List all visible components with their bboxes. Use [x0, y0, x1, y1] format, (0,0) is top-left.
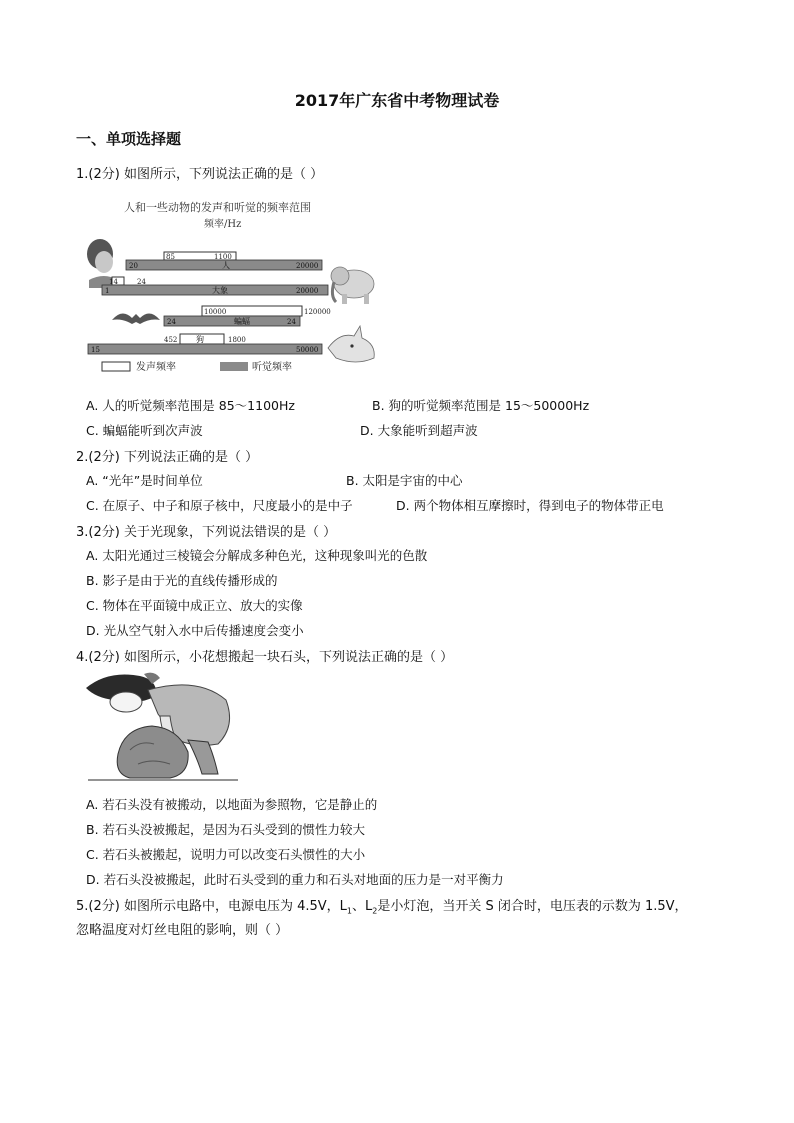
elephant-voice-max: 24: [137, 278, 146, 286]
q3-stem: 3.(2分) 关于光现象，下列说法错误的是（ ）: [76, 525, 337, 540]
q2-stem: 2.(2分) 下列说法正确的是（ ）: [76, 450, 259, 465]
figure-caption: 人和一些动物的发声和听觉的频率范围: [124, 201, 311, 214]
q3-option-a[interactable]: A. 太阳光通过三棱镜会分解成多种色光，这种现象叫光的色散: [86, 548, 428, 563]
q1-option-a[interactable]: A. 人的听觉频率范围是 85～1100Hz: [86, 398, 295, 413]
bat-voice-max: 120000: [304, 308, 331, 316]
bat-hear-min: 24: [167, 318, 176, 326]
q3-option-d[interactable]: D. 光从空气射入水中后传播速度会变小: [86, 623, 304, 638]
q5-stem: 5.(2分) 如图所示电路中，电源电压为 4.5V，$L_1$、$L_2$是小灯泡，当开关 S 闭合时，电压表的示数为 1.5V，: [76, 899, 688, 916]
dog-hear-max: 50000: [296, 346, 319, 354]
q4-option-c[interactable]: C. 若石头被搬起，说明力可以改变石头惯性的大小: [86, 847, 366, 862]
legend-hear-swatch: [220, 362, 248, 371]
dog-voice-max: 1800: [228, 336, 246, 344]
elephant-hear-max: 20000: [296, 287, 319, 295]
human-hear-min: 20: [129, 262, 138, 270]
bat-hear-max: 24: [287, 318, 296, 326]
q2-option-c[interactable]: C. 在原子、中子和原子核中，尺度最小的是中子: [86, 498, 353, 513]
frequency-range-figure: [84, 196, 384, 376]
page-title: 2017年广东省中考物理试卷: [294, 91, 500, 110]
dog-label: 狗: [196, 335, 204, 344]
bat-voice-min: 10000: [204, 308, 227, 316]
q4-option-d[interactable]: D. 若石头没被搬起，此时石头受到的重力和石头对地面的压力是一对平衡力: [86, 872, 504, 887]
elephant-label: 大象: [212, 286, 228, 295]
elephant-voice-min: 14: [109, 278, 118, 286]
q5-stem-line2: 忽略温度对灯丝电阻的影响，则（ ）: [76, 923, 289, 938]
section-heading: 一、单项选择题: [76, 130, 182, 148]
q1-stem: 1.(2分) 如图所示，下列说法正确的是（ ）: [76, 167, 324, 182]
dog-head-icon: [328, 326, 374, 362]
bat-icon: [112, 313, 160, 324]
q4-option-a[interactable]: A. 若石头没有被搬动，以地面为参照物，它是静止的: [86, 797, 378, 812]
dog-hear-min: 15: [91, 346, 100, 354]
q3-option-b[interactable]: B. 影子是由于光的直线传播形成的: [86, 573, 278, 588]
human-label: 人: [222, 261, 230, 270]
human-hear-max: 20000: [296, 262, 319, 270]
legend-voice-label: 发声频率: [136, 362, 176, 373]
girl-face-icon: [110, 692, 142, 712]
q2-option-b[interactable]: B. 太阳是宇宙的中心: [346, 473, 463, 488]
elephant-hear-min: 1: [105, 287, 110, 295]
q2-option-a[interactable]: A. “光年”是时间单位: [86, 473, 203, 488]
legend-hear-label: 听觉频率: [252, 362, 292, 373]
q1-option-d[interactable]: D. 大象能听到超声波: [360, 423, 478, 438]
human-voice-min: 85: [166, 253, 175, 261]
q3-option-c[interactable]: C. 物体在平面镜中成正立、放大的实像: [86, 598, 303, 613]
human-voice-max: 1100: [214, 253, 232, 261]
bat-label: 蝙蝠: [234, 317, 250, 326]
figure-unit: 频率/Hz: [204, 219, 242, 230]
q4-option-b[interactable]: B. 若石头没被搬起，是因为石头受到的惯性力较大: [86, 822, 366, 837]
q2-option-d[interactable]: D. 两个物体相互摩擦时，得到电子的物体带正电: [396, 498, 664, 513]
dog-voice-min: 452: [164, 336, 178, 344]
q1-option-c[interactable]: C. 蝙蝠能听到次声波: [86, 423, 203, 438]
girl-lifting-stone-figure: [78, 670, 248, 784]
q4-stem: 4.(2分) 如图所示，小花想搬起一块石头，下列说法正确的是（ ）: [76, 650, 454, 665]
elephant-icon: [331, 267, 374, 304]
legend-voice-swatch: [102, 362, 130, 371]
q1-option-b[interactable]: B. 狗的听觉频率范围是 15～50000Hz: [372, 398, 590, 413]
